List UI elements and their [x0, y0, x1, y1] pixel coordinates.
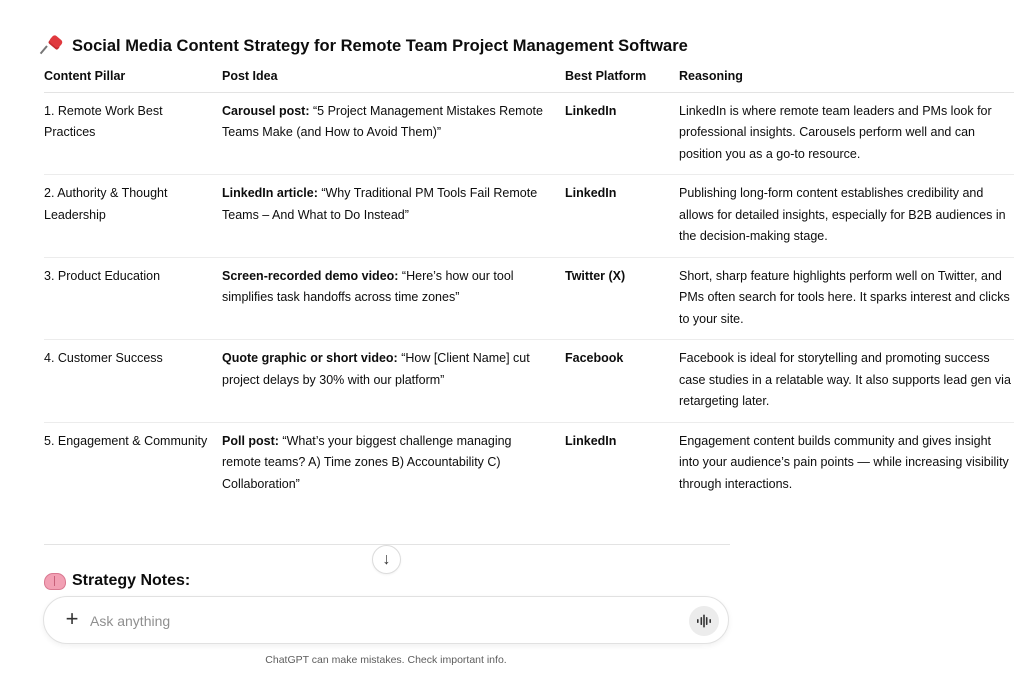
- cell-post-idea: [222, 422, 565, 504]
- cell-reasoning: Publishing long-form content establishes credibility and allows for detailed insights, especially for B2B audiences in the decision-making stage.: [679, 175, 1014, 258]
- cell-pillar: 4. Customer Success: [44, 340, 222, 423]
- brain-icon: [44, 573, 66, 590]
- strategy-notes-heading: Strategy Notes:: [72, 572, 191, 589]
- chat-composer: [43, 596, 729, 644]
- cell-platform: Facebook: [565, 340, 679, 423]
- cell-post-idea: [222, 92, 565, 175]
- post-text: “How [Client Name] cut project delays by 30% with our platform”: [222, 351, 530, 387]
- chat-input[interactable]: [90, 610, 650, 632]
- cell-platform: Twitter (X): [565, 257, 679, 340]
- cell-post-idea: [222, 340, 565, 423]
- page-title: Social Media Content Strategy for Remote Team Project Management Software: [72, 36, 688, 55]
- header-content-pillar: Content Pillar: [44, 64, 222, 92]
- scroll-down-button[interactable]: [372, 545, 401, 574]
- cell-pillar: 5. Engagement & Community: [44, 433, 208, 448]
- cell-reasoning: LinkedIn is where remote team leaders and PMs look for professional insights. Carousels perform well and can position you as a go-to resource.: [679, 92, 1014, 175]
- post-text: “5 Project Management Mistakes Remote Teams Make (and How to Avoid Them)”: [222, 103, 543, 139]
- strategy-notes-heading-row: [44, 572, 190, 590]
- cell-pillar: 1. Remote Work Best Practices: [44, 92, 222, 175]
- voice-mode-icon: [696, 614, 712, 628]
- cell-reasoning: Engagement content builds community and gives insight into your audience’s pain points — while increasing visibility through interactions.: [679, 433, 1009, 491]
- cell-platform: LinkedIn: [565, 433, 617, 448]
- table-row: [44, 92, 1014, 175]
- post-type: Quote graphic or short video:: [222, 351, 398, 365]
- disclaimer-text: ChatGPT can make mistakes. Check important info.: [265, 654, 507, 666]
- post-text: “Here’s how our tool simplifies task handoffs across time zones”: [222, 268, 514, 304]
- page-title-row: [44, 36, 688, 56]
- table-row: [44, 175, 1014, 258]
- cell-pillar: 3. Product Education: [44, 257, 222, 340]
- cell-platform: LinkedIn: [565, 175, 679, 258]
- pushpin-icon: [44, 36, 64, 56]
- header-reasoning: Reasoning: [679, 64, 1014, 92]
- cell-reasoning: Facebook is ideal for storytelling and promoting success case studies in a relatable way. It also supports lead gen via retargeting later.: [679, 340, 1014, 423]
- table-row: [44, 340, 1014, 423]
- table-row: [44, 257, 1014, 340]
- cell-platform: LinkedIn: [565, 92, 679, 175]
- strategy-table: [44, 64, 1014, 504]
- table-header-row: [44, 64, 1014, 92]
- arrow-down-icon: ↓: [382, 550, 391, 568]
- voice-mode-button[interactable]: [689, 606, 719, 636]
- post-text: “What’s your biggest challenge managing remote teams? A) Time zones B) Accountability C) Collaboration”: [222, 433, 512, 491]
- post-type: Poll post:: [222, 433, 279, 448]
- cell-pillar: 2. Authority & Thought Leadership: [44, 175, 222, 258]
- cell-post-idea: [222, 175, 565, 258]
- cell-post-idea: [222, 257, 565, 340]
- post-type: LinkedIn article:: [222, 186, 318, 200]
- plus-icon[interactable]: +: [65, 606, 79, 631]
- post-type: Screen-recorded demo video:: [222, 268, 399, 283]
- table-row: [44, 422, 1014, 504]
- header-post-idea: Post Idea: [222, 64, 565, 92]
- post-text: “Why Traditional PM Tools Fail Remote Teams – And What to Do Instead”: [222, 186, 538, 222]
- cell-reasoning: Short, sharp feature highlights perform well on Twitter, and PMs often search for tools here. It sparks interest and clicks to your site.: [679, 257, 1014, 340]
- post-type: Carousel post:: [222, 103, 310, 118]
- header-best-platform: Best Platform: [565, 64, 679, 92]
